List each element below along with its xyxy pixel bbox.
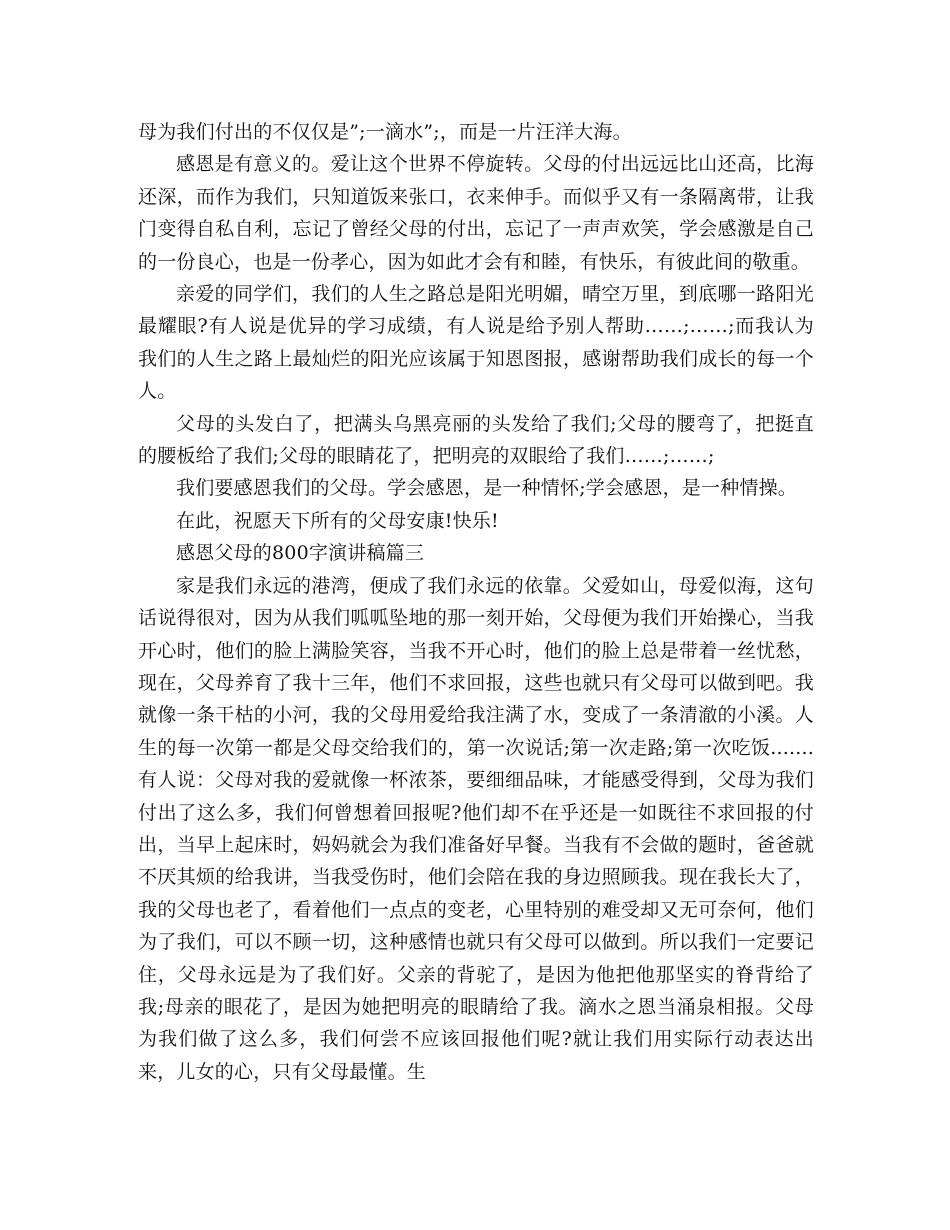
section-heading: 感恩父母的800字演讲稿篇三 <box>176 542 425 565</box>
paragraph-continuation: 母为我们付出的不仅仅是”;一滴水”;，而是一片汪洋大海。 <box>138 121 632 143</box>
paragraph-parents-aging: 父母的头发白了，把满头乌黑亮丽的头发给了我们;父母的腰弯了，把挺直的腰板给了我们;父母的眼睛花了，把明亮的双眼给了我们……;……; <box>138 412 814 468</box>
paragraph-home-harbor: 家是我们永远的港湾，便成了我们永远的依靠。父爱如山，母爱似海，这句话说得很对，因为从我们呱呱坠地的那一刻开始，父母便为我们开始操心，当我开心时，他们的脸上满脸笑容，当我不开心时，他们的脸上总是带着一丝忧愁，现在，父母养育了我十三年，他们不求回报，这些也就只有父母可以做到吧。我就像一条干枯的小河，我的父母用爱给我注满了水，变成了一条清澈的小溪。人生的每一次第一都是父母交给我们的，第一次说话;第一次走路;第一次吃饭.......有人说：父母对我的爱就像一杯浓茶，要细细品味，才能感受得到，父母为我们付出了这么多，我们何曾想着回报呢?他们却不在乎还是一如既往不求回报的付出，当早上起床时，妈妈就会为我们准备好早餐。当我有不会做的题时，爸爸就不厌其烦的给我讲，当我受伤时，他们会陪在我的身边照顾我。现在我长大了，我的父母也老了，看着他们一点点的变老，心里特别的难受却又无可奈何，他们为了我们，可以不顾一切，这种感情也就只有父母可以做到。所以我们一定要记住，父母永远是为了我们好。父亲的背驼了，是因为他把他那坚实的脊背给了我;母亲的眼花了，是因为她把明亮的眼睛给了我。滴水之恩当涌泉相报。父母为我们做了这么多，我们何尝不应该回报他们呢?就让我们用实际行动表达出来，儿女的心，只有父母最懂。生 <box>138 574 814 1083</box>
paragraph-blessing: 在此，祝愿天下所有的父母安康!快乐! <box>176 509 499 532</box>
paragraph-learn-gratitude: 我们要感恩我们的父母。学会感恩，是一种情怀;学会感恩，是一种情操。 <box>176 477 798 500</box>
paragraph-classmates: 亲爱的同学们，我们的人生之路总是阳光明媚，晴空万里，到底哪一路阳光最耀眼?有人说是优异的学习成绩，有人说是给予别人帮助……;……;而我认为我们的人生之路上最灿烂的阳光应该属于知恩图报，感谢帮助我们成长的每一个人。 <box>138 283 814 403</box>
paragraph-gratitude-meaning: 感恩是有意义的。爱让这个世界不停旋转。父母的付出远远比山还高，比海还深，而作为我们，只知道饭来张口，衣来伸手。而似乎又有一条隔离带，让我门变得自私自利，忘记了曾经父母的付出，忘记了一声声欢笑，学会感激是自己的一份良心，也是一份孝心，因为如此才会有和睦，有快乐，有彼此间的敬重。 <box>138 153 814 273</box>
document-body <box>138 116 814 1088</box>
